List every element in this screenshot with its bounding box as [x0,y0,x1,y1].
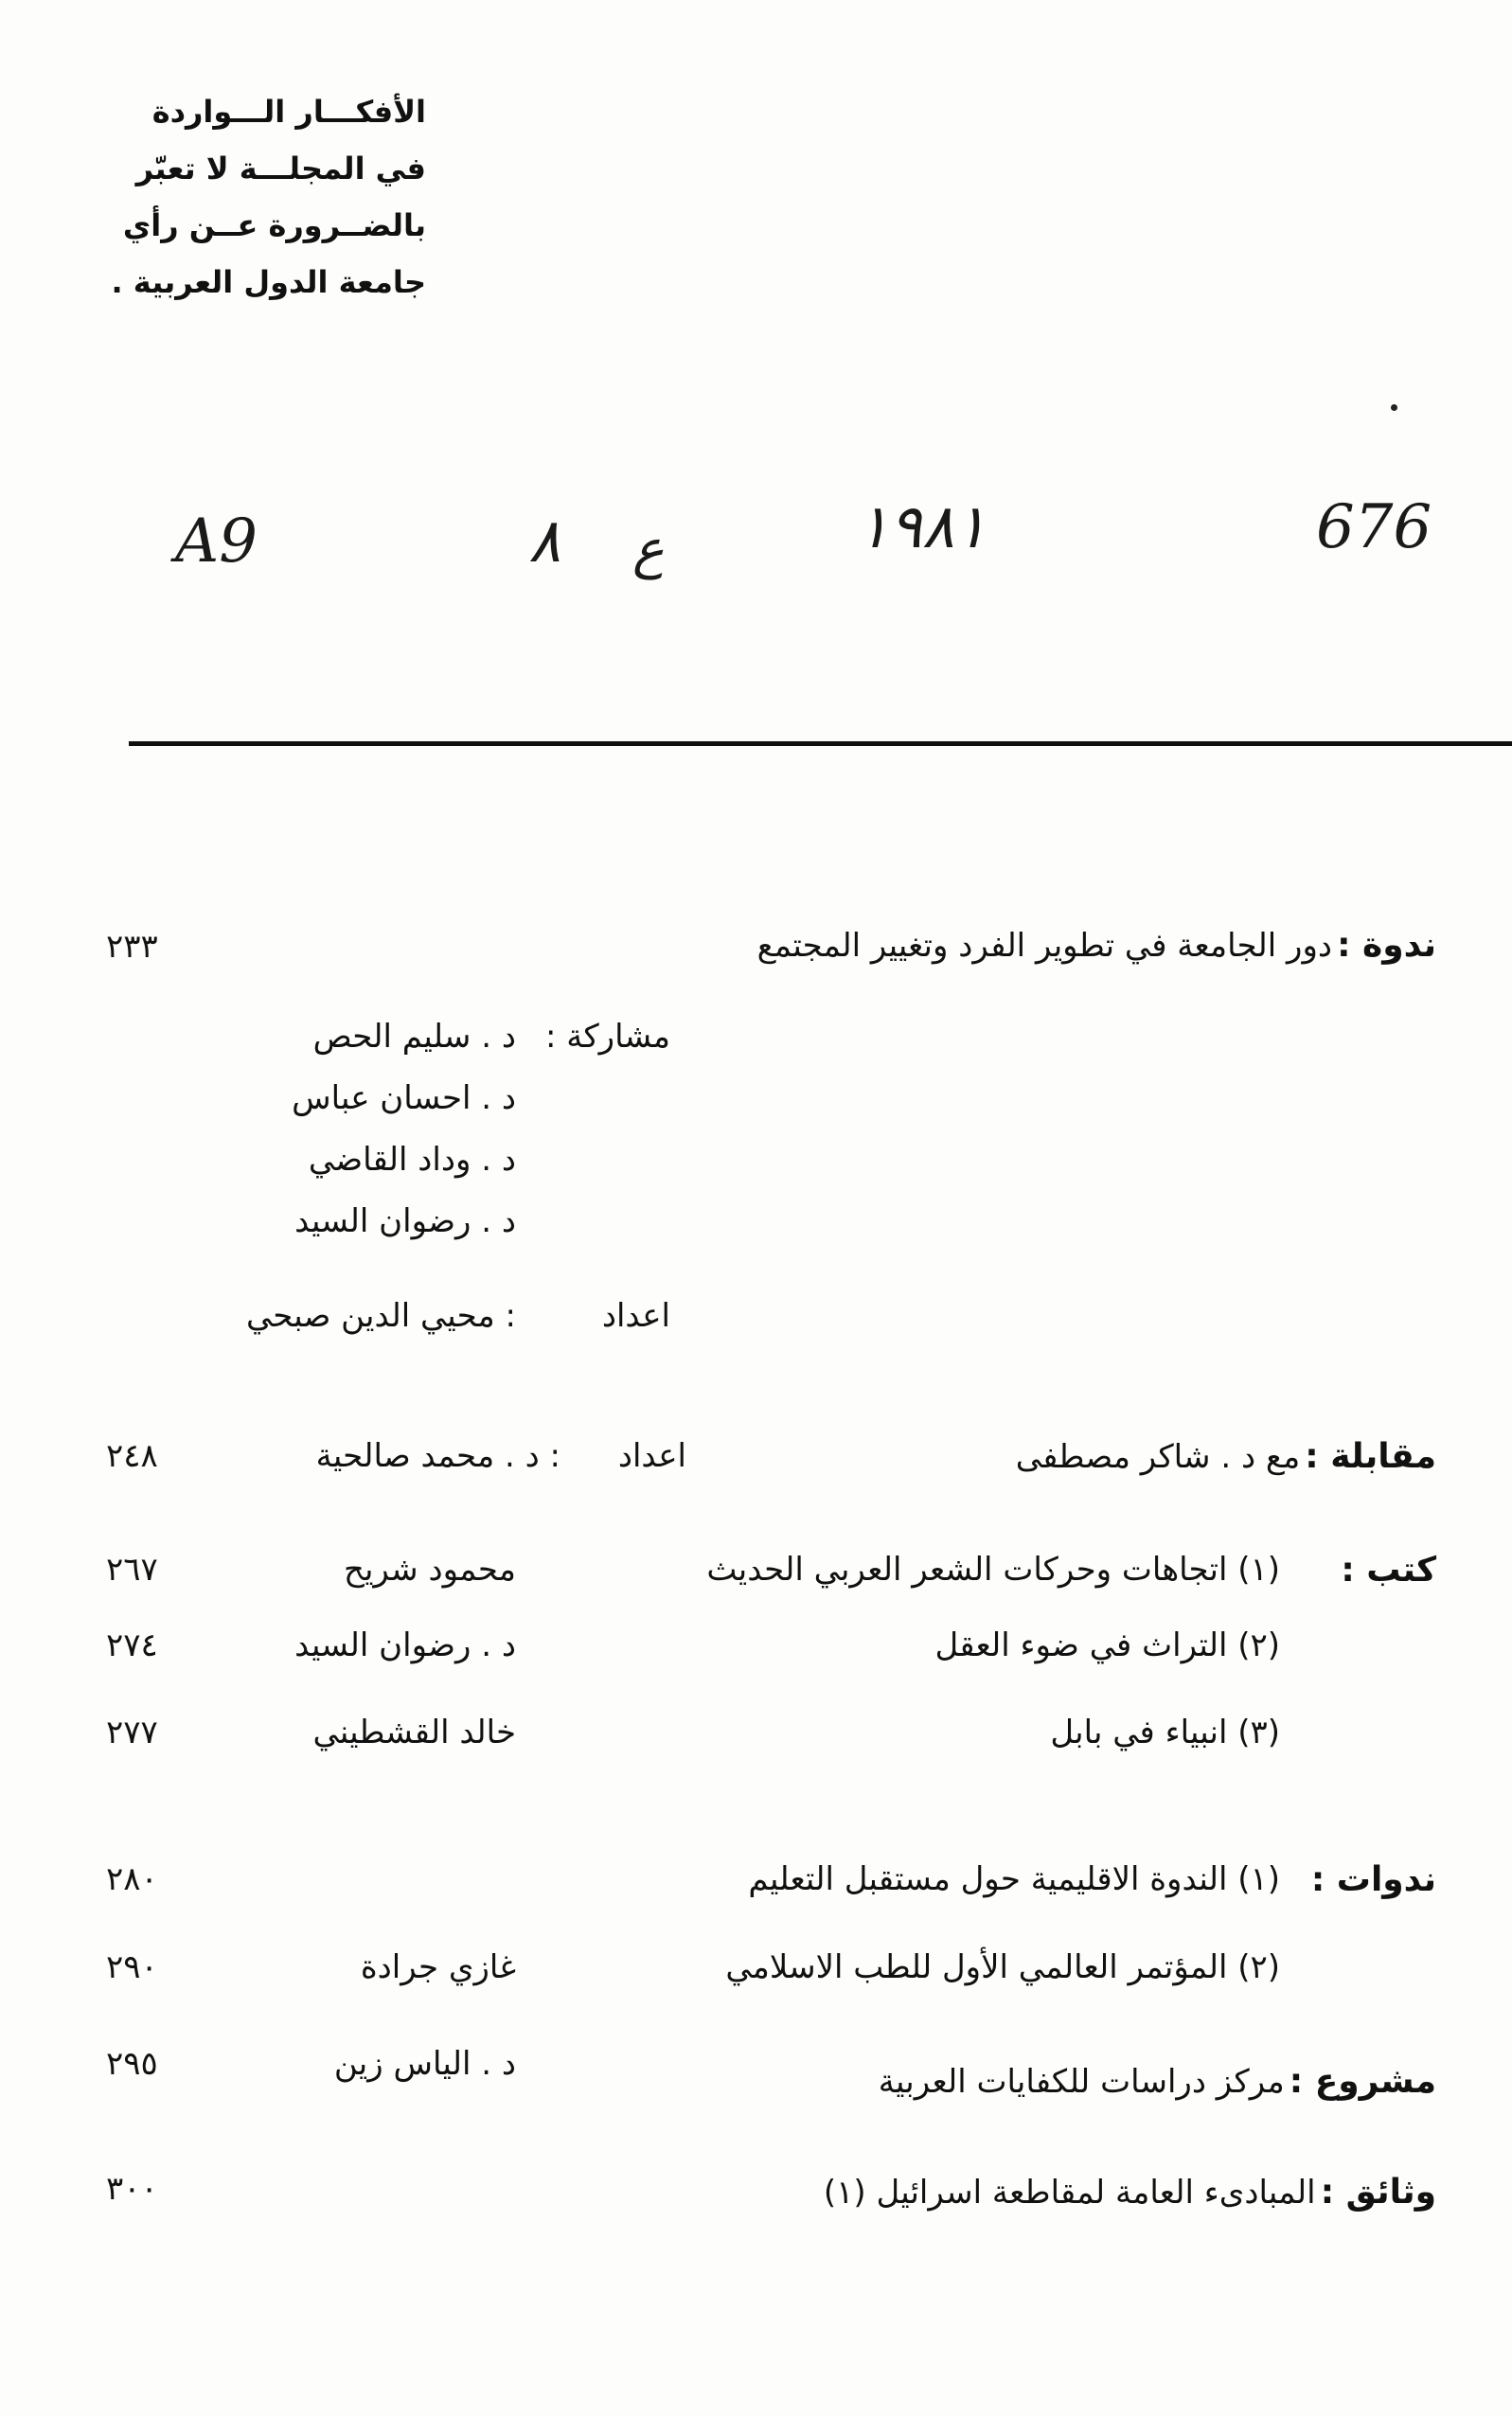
nadawat-author: غازي جرادة [360,1948,516,1986]
book-title: (١) اتجاهات وحركات الشعر العربي الحديث [706,1551,1280,1589]
nadawat-title: (٢) المؤتمر العالمي الأول للطب الاسلامي [725,1948,1280,1986]
participant-name: د . احسان عباس [292,1079,516,1117]
section-label: ندوة : [1337,926,1436,965]
nadawat-title: (١) الندوة الاقليمية حول مستقبل التعليم [748,1860,1280,1898]
book-author: د . رضوان السيد [294,1626,516,1664]
page-number: ٢٧٤ [106,1626,158,1664]
project-author: د . الياس زين [333,2045,516,2083]
page-number: ٢٩٥ [106,2045,158,2083]
horizontal-rule [129,741,1512,746]
entry-title: دور الجامعة في تطوير الفرد وتغيير المجتمع [756,927,1333,965]
book-author: خالد القشطيني [312,1714,516,1751]
handwritten-number: ٨ [528,507,561,577]
entry-title: المبادىء العامة لمقاطعة اسرائيل (١) [823,2174,1316,2212]
page-number: ٢٩٠ [106,1948,158,1986]
page-number: ٢٧٧ [106,1714,158,1751]
section-label: ندوات : [1310,1860,1436,1899]
participant-name: د . رضوان السيد [294,1202,516,1240]
entry-title: مركز دراسات للكفايات العربية [878,2063,1285,2101]
page-number: ٣٠٠ [106,2170,158,2208]
page-number: ٢٦٧ [106,1551,158,1589]
notice-line: جامعة الدول العربية . [111,264,426,300]
toc-entry-interview [1016,1437,1436,1476]
book-title: (٢) التراث في ضوء العقل [934,1626,1280,1664]
prep-label: اعداد [617,1437,686,1475]
participant-name: د . سليم الحص [312,1018,516,1056]
prep-name: : د . محمد صالحية [315,1437,560,1475]
disclaimer-notice [76,83,426,311]
entry-title: مع د . شاكر مصطفى [1015,1438,1301,1476]
prep-name: : محيي الدين صبحي [245,1297,516,1335]
toc-entry-nadwa [757,926,1436,965]
notice-line: في المجلـــة لا تعبّر [135,151,426,187]
page-number: ٢٤٨ [106,1437,158,1475]
section-label: كتب : [1341,1551,1436,1590]
page-number: ٢٣٣ [106,928,158,966]
notice-line: بالضــرورة عــن رأي [122,207,426,243]
handwritten-year: ١٩٨١ [857,492,987,562]
section-label: مشروع : [1289,2062,1436,2101]
section-label: وثائق : [1320,2173,1436,2212]
participant-name: د . وداد القاضي [308,1141,516,1179]
handwritten-ref: 676 [1316,492,1432,562]
stray-dot [1391,404,1397,411]
handwritten-code: A9 [175,507,258,577]
page-number: ٢٨٠ [106,1860,158,1898]
book-title: (٣) انبياء في بابل [1050,1714,1280,1751]
toc-entry-documents [824,2173,1436,2212]
section-label: مقابلة : [1305,1437,1436,1476]
toc-entry-project [879,2062,1436,2101]
prep-label: اعداد [601,1297,670,1335]
book-author: محمود شريح [344,1551,516,1589]
handwritten-issue-label: ع [632,519,665,580]
participants-label: مشاركة : [545,1018,670,1056]
notice-line: الأفكـــار الـــواردة [151,94,426,130]
